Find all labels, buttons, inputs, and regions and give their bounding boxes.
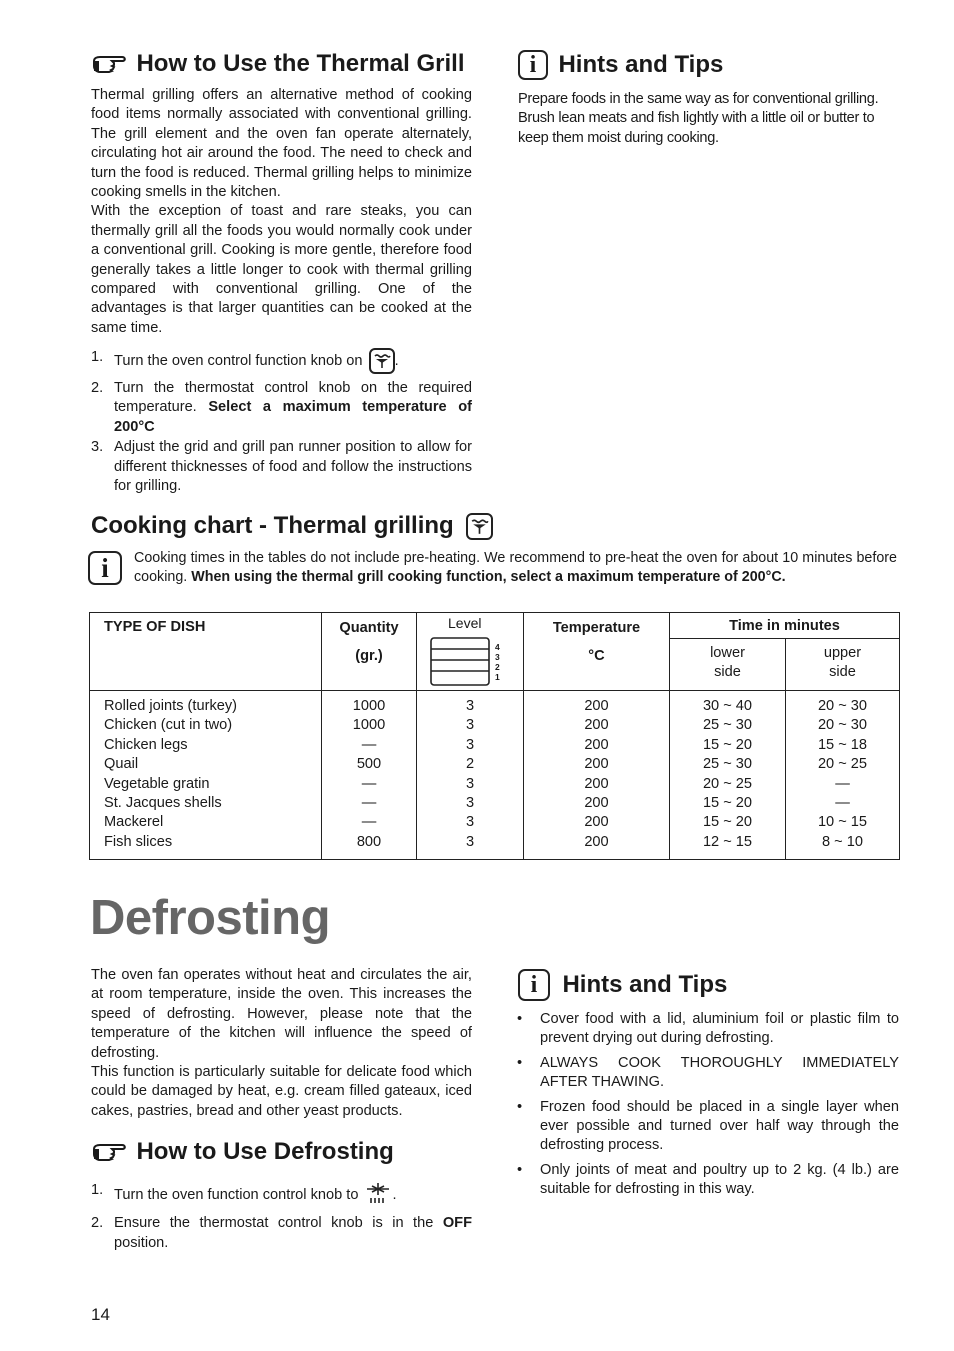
- col-upper-values: [786, 691, 900, 860]
- shelf-level-mark: 4: [495, 642, 500, 652]
- table-cell-dish: Mackerel: [104, 814, 164, 831]
- table-cell-lower: 15 ~ 20: [702, 736, 753, 753]
- table-cell-upper: 10 ~ 15: [817, 814, 868, 831]
- list-item: • Only joints of meat and poultry up to 2 kg. (4 lb.) are suitable for defrosting in this way.: [517, 1161, 899, 1198]
- col-temperature-values: [524, 691, 670, 860]
- step-item: 3. Adjust the grid and grill pan runner position to allow for different thicknesses of food and follow the instructions for grilling.: [91, 439, 472, 495]
- page-number: 14: [91, 1305, 110, 1324]
- table-cell-level: 3: [465, 736, 475, 753]
- cooking-chart-heading: [91, 512, 493, 540]
- table-cell-dish: Vegetable gratin: [104, 775, 210, 792]
- table-cell-dish: Chicken legs: [104, 736, 188, 753]
- thermal-grill-function-icon: [466, 513, 493, 540]
- table-cell-qty: 1000: [352, 698, 386, 714]
- col-level-values: [417, 691, 524, 860]
- hints-heading-2: [518, 969, 727, 1001]
- list-item: • Cover food with a lid, aluminium foil or plastic film to prevent drying out during defrosting.: [517, 1011, 899, 1047]
- table-cell-temp: 200: [584, 717, 609, 734]
- col-header-temperature: Temperature °C: [524, 613, 670, 691]
- col-header-upper-side: upper side: [786, 639, 900, 691]
- col-header-dish: TYPE OF DISH: [90, 613, 322, 691]
- info-icon: i: [518, 50, 548, 80]
- defrost-function-icon: [363, 1181, 393, 1205]
- defrosting-title: Defrosting: [90, 891, 330, 945]
- thermal-grill-para-2: With the exception of toast and rare steaks, you can thermally grill all the foods you would normally cook under a conventional grill. Cooking is more gentle, therefore food generally takes a little longer to cook with thermal grilling compared with conventional grilling. One of the advantages is that larger quantities can be cooked at the same time.: [91, 203, 472, 336]
- chart-note-icon-wrap: [88, 551, 122, 585]
- defrosting-body: [91, 966, 472, 1121]
- list-item: • ALWAYS COOK THOROUGHLY IMMEDIATELY AFTER THAWING.: [517, 1054, 899, 1091]
- col-header-time: Time in minutes: [670, 613, 900, 639]
- table-cell-temp: 200: [584, 814, 609, 831]
- table-cell-lower: 25 ~ 30: [702, 756, 753, 773]
- step-item: 2. Ensure the thermostat control knob is in the OFF position.: [91, 1215, 472, 1251]
- thermal-grill-steps: [91, 348, 472, 497]
- table-cell-lower: 12 ~ 15: [702, 833, 753, 850]
- table-cell-upper: 8 ~ 10: [822, 833, 863, 850]
- defrost-steps: [91, 1181, 472, 1254]
- col-header-level: Level 4 3 2 1: [417, 613, 524, 691]
- shelf-level-mark: 2: [495, 662, 500, 672]
- list-item: • Frozen food should be placed in a single layer when ever possible and turned over half way through the defrosting process.: [517, 1098, 899, 1154]
- thermal-grill-function-icon: [369, 348, 395, 374]
- table-cell-level: 3: [465, 775, 475, 792]
- table-cell-level: 2: [465, 756, 475, 773]
- table-cell-temp: 200: [584, 698, 609, 714]
- table-cell-lower: 15 ~ 20: [702, 794, 753, 811]
- table-cell-temp: 200: [584, 775, 609, 792]
- defrosting-para-1: The oven fan operates without heat and circulates the air, at room temperature, inside the oven. This increases the speed of defrosting. However, please note that the temperature of the kitchen will influence the speed of defrosting.: [91, 967, 472, 1061]
- hints-title-1: Hints and Tips: [558, 51, 724, 78]
- defrosting-para-2: This function is particularly suitable for delicate food which could be damaged by heat, e.g. cream filled gateaux, iced cakes, pastries, bread and other yeast products.: [91, 1064, 472, 1119]
- table-cell-qty: —: [361, 736, 377, 753]
- table-cell-temp: 200: [584, 833, 609, 850]
- col-header-quantity: Quantity (gr.): [322, 613, 417, 691]
- thermal-grill-heading: [92, 50, 465, 78]
- table-cell-level: 3: [465, 814, 475, 831]
- table-cell-level: 3: [465, 717, 475, 734]
- table-cell-upper: —: [835, 775, 850, 792]
- table-cell-qty: 800: [356, 833, 382, 850]
- table-cell-qty: —: [361, 814, 377, 831]
- hints-text-1: Prepare foods in the same way as for conventional grilling. Brush lean meats and fish lightly with a little oil or butter to keep them moist during cooking.: [518, 91, 879, 146]
- table-cell-lower: 15 ~ 20: [702, 814, 753, 831]
- table-cell-temp: 200: [584, 756, 609, 773]
- table-cell-lower: 20 ~ 25: [702, 775, 753, 792]
- defrost-how-title: How to Use Defrosting: [136, 1138, 394, 1165]
- table-cell-qty: —: [361, 775, 377, 792]
- table-cell-upper: 20 ~ 25: [817, 756, 868, 773]
- shelf-level-icon: [430, 637, 492, 687]
- table-cell-level: 3: [465, 698, 475, 714]
- table-cell-dish: Rolled joints (turkey): [104, 698, 238, 714]
- table-cell-lower: 25 ~ 30: [702, 717, 753, 734]
- table-cell-level: 3: [465, 833, 475, 850]
- table-cell-upper: 15 ~ 18: [817, 736, 868, 753]
- col-dish-values: [90, 691, 322, 860]
- table-cell-qty: 1000: [352, 717, 386, 734]
- table-cell-upper: 20 ~ 30: [817, 717, 868, 734]
- thermal-grill-para-1: Thermal grilling offers an alternative method of cooking food items normally associated with conventional grilling. The grill element and the oven fan operate alternately, circulating hot air around the food. The need to check and turn the food is reduced. Thermal grilling helps to minimize cooking smells in the kitchen.: [91, 87, 472, 201]
- col-quantity-values: [322, 691, 417, 860]
- shelf-level-mark: 1: [495, 672, 500, 682]
- table-cell-temp: 200: [584, 736, 609, 753]
- info-icon: i: [88, 551, 122, 585]
- table-cell-upper: 20 ~ 30: [817, 698, 868, 714]
- table-cell-dish: St. Jacques shells: [104, 794, 222, 811]
- thermal-grill-body: [91, 86, 472, 338]
- step-item: 1. Turn the oven function control knob to .: [91, 1182, 397, 1203]
- col-lower-values: [670, 691, 786, 860]
- table-cell-level: 3: [465, 794, 475, 811]
- hints-heading-1: [518, 50, 723, 80]
- table-cell-temp: 200: [584, 794, 609, 811]
- table-cell-dish: Fish slices: [104, 833, 173, 850]
- step-item: 2. Turn the thermostat control knob on the required temperature. Select a maximum temperature of 200°C: [91, 380, 472, 435]
- info-icon: i: [518, 969, 550, 1001]
- table-cell-dish: Quail: [104, 756, 139, 773]
- table-cell-lower: 30 ~ 40: [702, 698, 753, 714]
- table-cell-qty: 500: [356, 756, 382, 773]
- cooking-chart-table: [89, 612, 900, 860]
- defrost-how-heading: [92, 1138, 394, 1166]
- shelf-level-mark: 3: [495, 652, 500, 662]
- pointing-hand-icon: [92, 1140, 128, 1162]
- hints-title-2: Hints and Tips: [562, 971, 728, 998]
- step-item: 1. Turn the oven control function knob on .: [91, 348, 472, 374]
- table-cell-upper: —: [835, 794, 850, 811]
- table-cell-dish: Chicken (cut in two): [104, 717, 233, 734]
- hints-list-2: [517, 1010, 899, 1205]
- pointing-hand-icon: [92, 52, 128, 74]
- cooking-chart-title: Cooking chart - Thermal grilling: [91, 512, 454, 539]
- chart-note: Cooking times in the tables do not include pre-heating. We recommend to pre-heat the oven for about 10 minutes before cooking. When using the thermal grill cooking function, select a maximum temperature of 200°C.: [134, 550, 897, 585]
- col-header-lower-side: lower side: [670, 639, 786, 691]
- table-cell-qty: —: [361, 794, 377, 811]
- thermal-grill-title: How to Use the Thermal Grill: [136, 50, 465, 77]
